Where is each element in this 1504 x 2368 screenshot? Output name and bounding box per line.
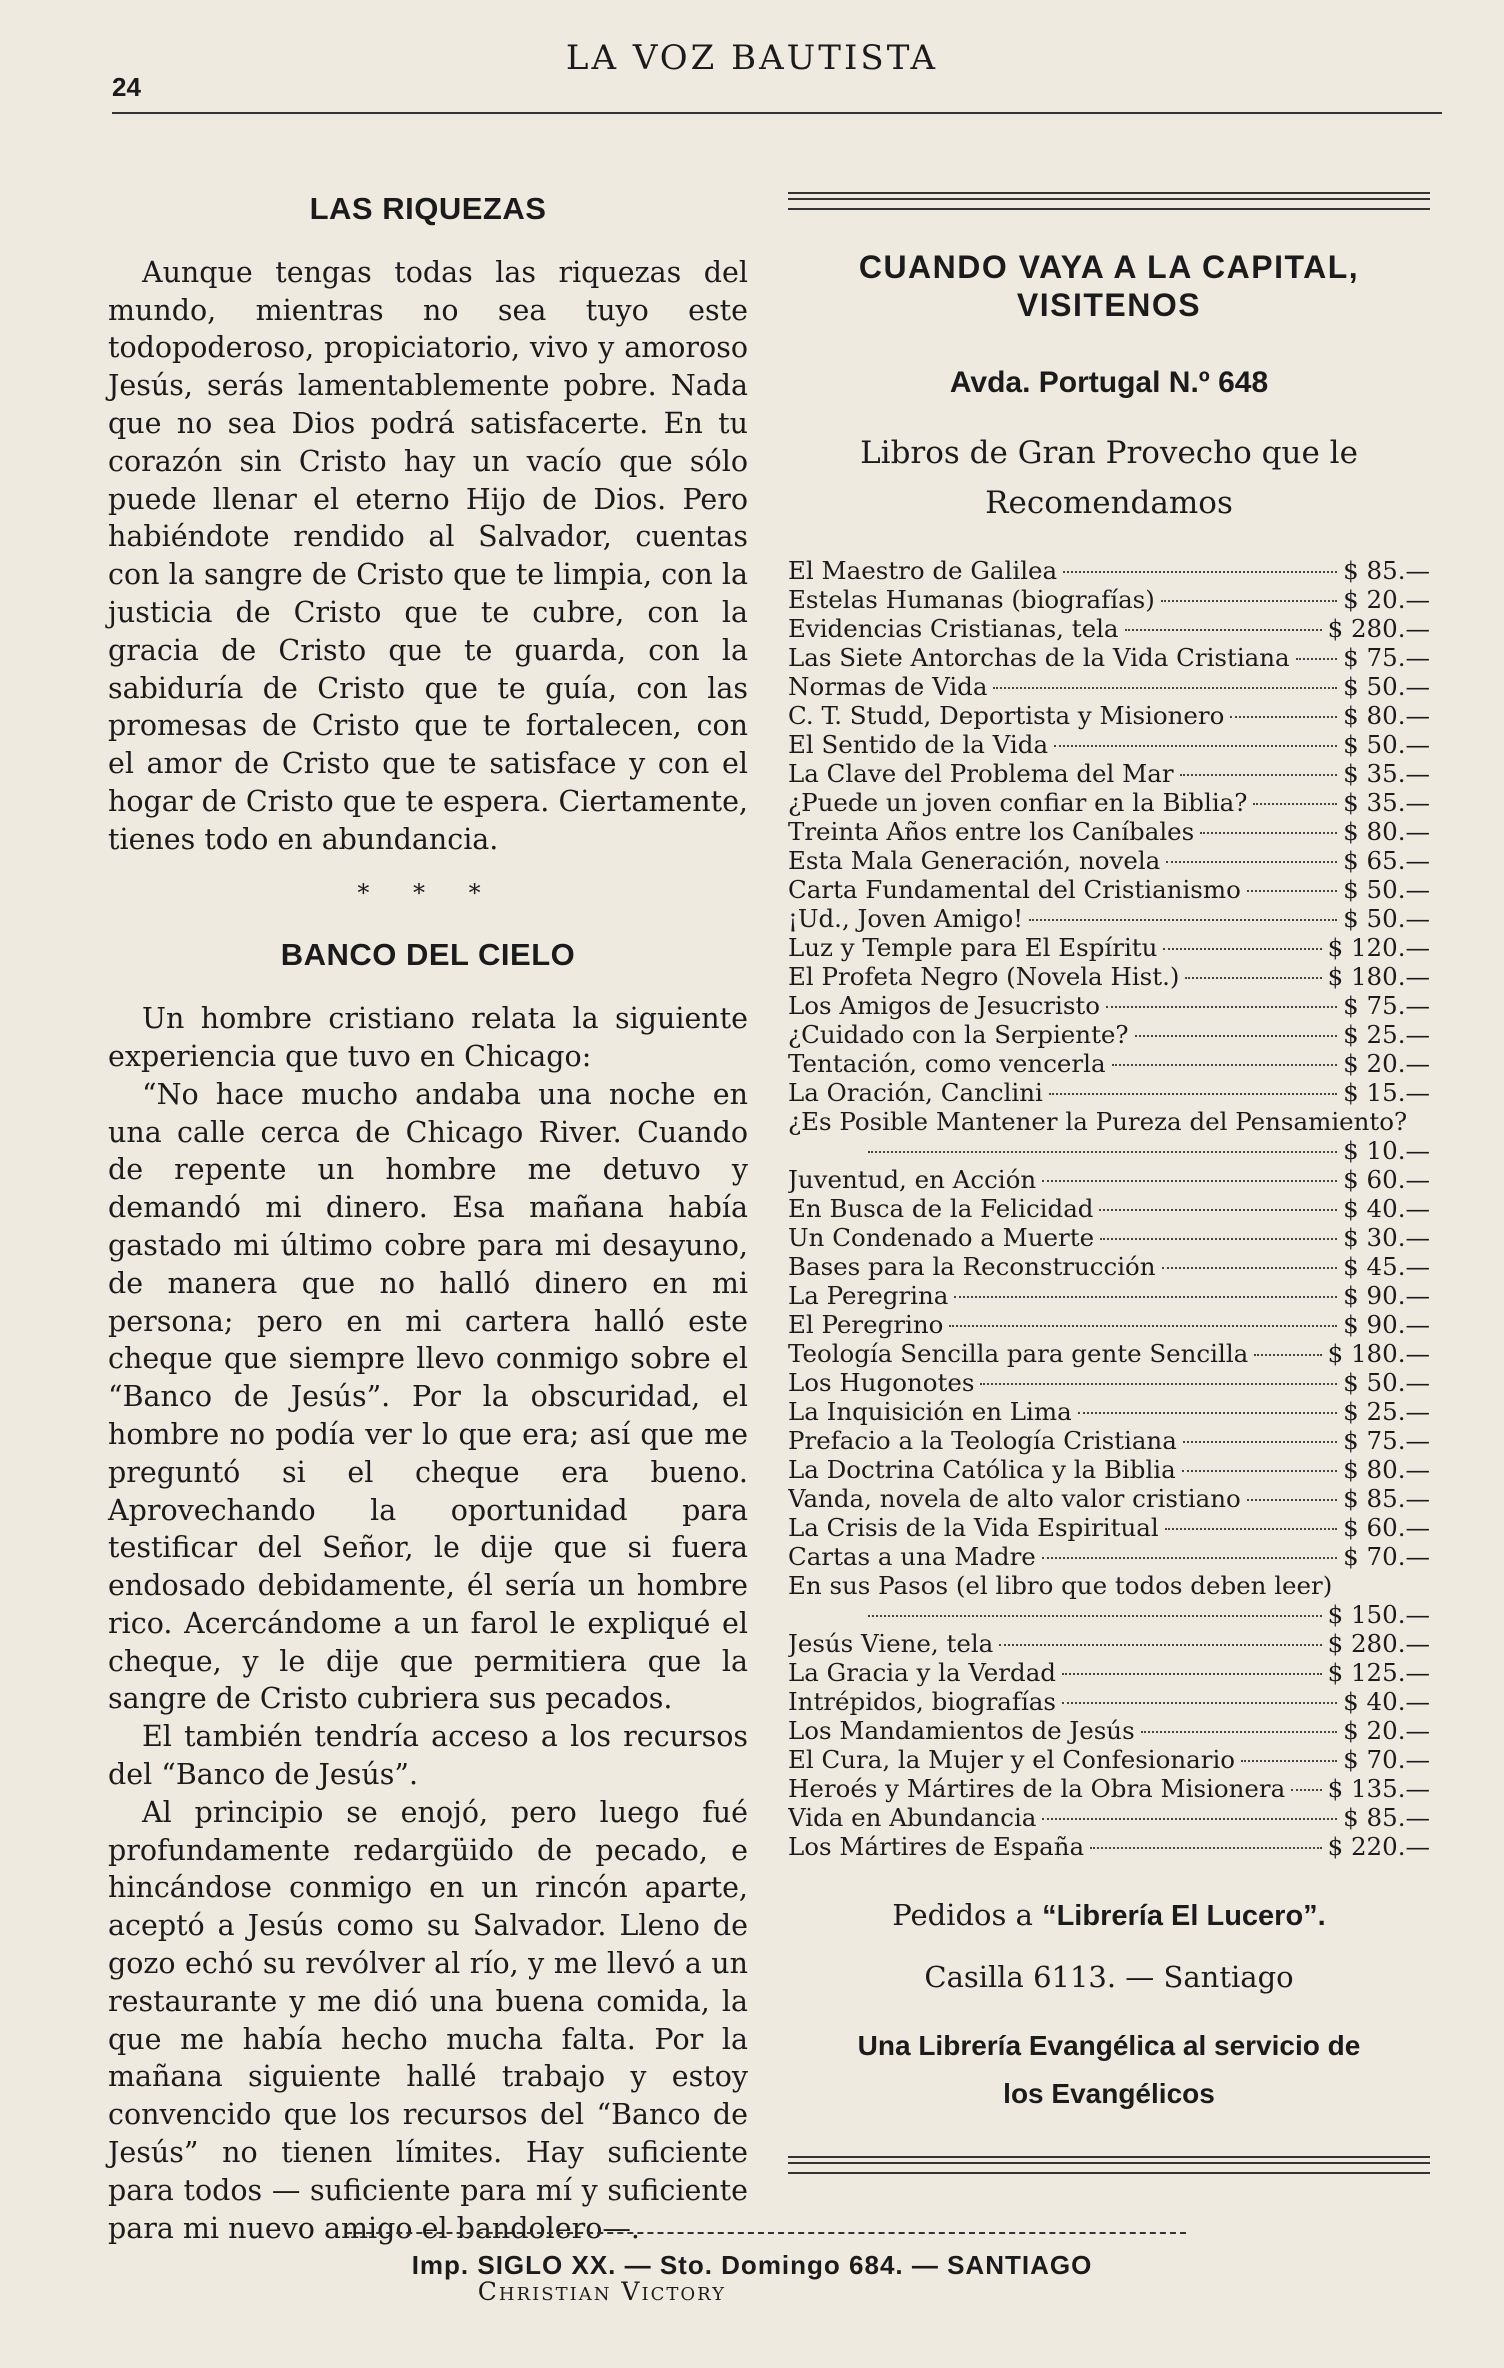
leader-dots (1100, 1238, 1337, 1240)
book-list-item (788, 1687, 1430, 1716)
book-list-item (788, 1629, 1430, 1658)
article-body-riquezas: Aunque tengas todas las riquezas del mundo, mientras no sea tuyo este todopoderoso, propiciatorio, vivo y amoroso Jesús, serás lamentablemente pobre. Nada que no sea Dios podrá satisfacerte. En tu corazón sin Cristo hay un vacío que sólo puede llenar el eterno Hijo de Dios. Pero habiéndote rendido al Salvador, cuentas con la sangre de Cristo que te limpia, con la justicia de Cristo que te cubre, con la gracia de Cristo que te guarda, con la sabiduría de Cristo que te guía, con las promesas de Cristo que te fortalecen, con el amor de Cristo que te satisface y con el hogar de Cristo que te espera. Ciertamente, tienes todo en abundancia. (108, 255, 748, 856)
book-price: $ 20.— (1343, 1716, 1430, 1745)
leader-dots (1241, 1760, 1337, 1762)
leader-dots (868, 1151, 1337, 1153)
left-column (108, 190, 748, 2311)
book-title: ¡Ud., Joven Amigo! (788, 904, 1024, 933)
book-title: Intrépidos, biografías (788, 1687, 1056, 1716)
book-title: Estelas Humanas (biografías) (788, 585, 1155, 614)
printer-imprint: Imp. SIGLO XX. — Sto. Domingo 684. — SANTIAGO (411, 2250, 1093, 2280)
article-paragraph: El también tendría acceso a los recursos del “Banco de Jesús”. (108, 1720, 748, 1792)
leader-dots (1183, 1441, 1337, 1443)
leader-dots (1106, 1006, 1337, 1008)
book-title: Tentación, como vencerla (788, 1049, 1106, 1078)
book-list-item (788, 817, 1430, 846)
book-title: El Profeta Negro (Novela Hist.) (788, 962, 1180, 991)
ad-subtitle-line2: Recomendamos (985, 485, 1233, 521)
footer-rule (346, 2232, 1186, 2234)
book-price: $ 180.— (1327, 962, 1430, 991)
book-price: $ 45.— (1343, 1252, 1430, 1281)
book-price: $ 125.— (1327, 1658, 1430, 1687)
book-list-item (788, 1426, 1430, 1455)
top-ornament-rule (788, 192, 1430, 210)
book-price: $ 25.— (1343, 1397, 1430, 1426)
book-title: ¿Cuidado con la Serpiente? (788, 1020, 1129, 1049)
book-price: $ 50.— (1343, 875, 1430, 904)
book-list-item (788, 1658, 1430, 1687)
book-list-item (788, 1745, 1430, 1774)
right-column-advertisement (788, 192, 1430, 2174)
book-list-item (788, 1078, 1430, 1107)
ad-address: Avda. Portugal N.º 648 (949, 366, 1269, 399)
book-title: Los Hugonotes (788, 1368, 975, 1397)
ad-subtitle (788, 428, 1430, 528)
book-list-item (788, 1542, 1430, 1571)
book-list-item (788, 556, 1430, 585)
leader-dots (1253, 803, 1337, 805)
book-price: $ 50.— (1343, 1368, 1430, 1397)
book-price: $ 220.— (1327, 1832, 1430, 1861)
book-list-item (788, 1513, 1430, 1542)
leader-dots (1078, 1412, 1337, 1414)
book-title: Heroés y Mártires de la Obra Misionera (788, 1774, 1286, 1803)
magazine-title: LA VOZ BAUTISTA (565, 38, 939, 78)
article-signature: Christian Victory (477, 2277, 726, 2307)
book-title: Juventud, en Acción (788, 1165, 1037, 1194)
book-title: Un Condenado a Muerte (788, 1223, 1095, 1252)
leader-dots (954, 1296, 1337, 1298)
book-list-item (788, 614, 1430, 643)
book-title: El Sentido de la Vida (788, 730, 1049, 759)
book-price: $ 150.— (1327, 1600, 1430, 1629)
book-title: Teología Sencilla para gente Sencilla (788, 1339, 1249, 1368)
book-list-item (788, 1252, 1430, 1281)
book-list-item (788, 1281, 1430, 1310)
leader-dots (1125, 629, 1322, 631)
book-list-item (788, 1194, 1430, 1223)
book-list-item (788, 1223, 1430, 1252)
book-title: Normas de Vida (788, 672, 988, 701)
book-list-item (788, 1571, 1430, 1629)
leader-dots (868, 1615, 1322, 1617)
leader-dots (1099, 1209, 1337, 1211)
leader-dots (1247, 890, 1337, 892)
book-list-item (788, 1339, 1430, 1368)
leader-dots (993, 687, 1337, 689)
book-list-item (788, 1020, 1430, 1049)
book-price: $ 40.— (1343, 1687, 1430, 1716)
book-price: $ 85.— (1343, 1484, 1430, 1513)
book-list-item (788, 846, 1430, 875)
book-price: $ 25.— (1343, 1020, 1430, 1049)
book-price: $ 60.— (1343, 1165, 1430, 1194)
orders-prefix: Pedidos a (892, 1898, 1033, 1932)
ad-tagline-line1: Una Librería Evangélica al servicio de (857, 2030, 1361, 2061)
leader-dots (1182, 1470, 1337, 1472)
book-title: Evidencias Cristianas, tela (788, 614, 1119, 643)
book-price: $ 75.— (1343, 643, 1430, 672)
book-title: La Peregrina (788, 1281, 949, 1310)
article-paragraph: Al principio se enojó, pero luego fué profundamente redargüido de pecado, e hincándose conmigo en un rincón aparte, aceptó a Jesús como su Salvador. Lleno de gozo echó su revólver al río, y me llevó a un restaurante y me dió una buena comida, la que me había hecho mucha falta. Por la mañana siguiente hallé trabajo y estoy convencido que los recursos del “Banco de Jesús” no tienen límites. Hay suficiente para todos — suficiente para mí y suficiente para mi nuevo amigo el bandolero—. (108, 1795, 748, 2245)
book-list-item (788, 672, 1430, 701)
leader-dots (1062, 1702, 1337, 1704)
article-paragraph: Un hombre cristiano relata la siguiente experiencia que tuvo en Chicago: (108, 1002, 748, 1073)
article-title-banco: BANCO DEL CIELO (280, 937, 576, 973)
book-list-item (788, 1832, 1430, 1861)
leader-dots (1180, 774, 1338, 776)
book-price: $ 60.— (1343, 1513, 1430, 1542)
book-price: $ 135.— (1327, 1774, 1430, 1803)
book-title: ¿Puede un joven confiar en la Biblia? (788, 788, 1248, 817)
orders-bookstore-name: “Librería El Lucero”. (1042, 1900, 1326, 1932)
book-title: En Busca de la Felicidad (788, 1194, 1094, 1223)
book-title: La Oración, Canclini (788, 1078, 1043, 1107)
book-title: ¿Es Posible Mantener la Pureza del Pensamiento? (788, 1107, 1408, 1136)
book-title: Las Siete Antorchas de la Vida Cristiana (788, 643, 1290, 672)
leader-dots (1029, 919, 1337, 921)
book-price: $ 85.— (1343, 1803, 1430, 1832)
ad-postal-box: Casilla 6113. — Santiago (924, 1960, 1294, 1994)
leader-dots (1166, 861, 1337, 863)
ad-orders (788, 1895, 1430, 1936)
book-list-item (788, 1049, 1430, 1078)
ad-subtitle-line1: Libros de Gran Provecho que le (860, 435, 1358, 471)
book-title: La Inquisición en Lima (788, 1397, 1072, 1426)
book-price: $ 20.— (1343, 1049, 1430, 1078)
book-price: $ 120.— (1327, 933, 1430, 962)
book-list-item (788, 962, 1430, 991)
header-rule (112, 112, 1442, 114)
book-list-item (788, 643, 1430, 672)
leader-dots (1090, 1847, 1321, 1849)
book-title: Treinta Años entre los Caníbales (788, 817, 1195, 846)
leader-dots (949, 1325, 1337, 1327)
ad-title: CUANDO VAYA A LA CAPITAL, VISITENOS (858, 249, 1360, 323)
book-title: El Maestro de Galilea (788, 556, 1058, 585)
section-separator: * * * (357, 878, 499, 907)
book-price: $ 40.— (1343, 1194, 1430, 1223)
leader-dots (980, 1383, 1337, 1385)
leader-dots (1254, 1354, 1321, 1356)
leader-dots (1185, 977, 1321, 979)
leader-dots (1063, 571, 1337, 573)
book-list-item (788, 1455, 1430, 1484)
leader-dots (1049, 1093, 1337, 1095)
book-price: $ 30.— (1343, 1223, 1430, 1252)
book-title: Vanda, novela de alto valor cristiano (788, 1484, 1241, 1513)
book-title: En sus Pasos (el libro que todos deben leer) (788, 1571, 1333, 1600)
leader-dots (1042, 1818, 1337, 1820)
book-price: $ 75.— (1343, 991, 1430, 1020)
book-price: $ 180.— (1327, 1339, 1430, 1368)
book-title: Bases para la Reconstrucción (788, 1252, 1156, 1281)
leader-dots (1247, 1499, 1337, 1501)
leader-dots (1296, 658, 1338, 660)
book-title: Los Mártires de España (788, 1832, 1085, 1861)
book-price: $ 280.— (1327, 1629, 1430, 1658)
book-list-item (788, 759, 1430, 788)
book-price: $ 70.— (1343, 1542, 1430, 1571)
ad-tagline-line2: los Evangélicos (1003, 2078, 1215, 2109)
ad-tagline (788, 2022, 1430, 2118)
book-title: La Gracia y la Verdad (788, 1658, 1056, 1687)
article-title-riquezas: LAS RIQUEZAS (309, 191, 547, 226)
book-price: $ 10.— (1343, 1136, 1430, 1165)
book-list-item (788, 730, 1430, 759)
book-list-item (788, 1716, 1430, 1745)
book-title: Prefacio a la Teología Cristiana (788, 1426, 1177, 1455)
book-price: $ 50.— (1343, 904, 1430, 933)
leader-dots (1230, 716, 1337, 718)
leader-dots (1135, 1035, 1338, 1037)
book-title: Carta Fundamental del Cristianismo (788, 875, 1241, 904)
leader-dots (1042, 1557, 1337, 1559)
book-title: Cartas a una Madre (788, 1542, 1036, 1571)
bottom-ornament-rule (788, 2156, 1430, 2174)
book-title: C. T. Studd, Deportista y Misionero (788, 701, 1225, 730)
book-price: $ 80.— (1343, 1455, 1430, 1484)
book-price: $ 90.— (1343, 1281, 1430, 1310)
book-list-item (788, 1774, 1430, 1803)
book-title: La Doctrina Católica y la Biblia (788, 1455, 1176, 1484)
leader-dots (1162, 1267, 1338, 1269)
book-list-item (788, 788, 1430, 817)
book-price: $ 50.— (1343, 672, 1430, 701)
leader-dots (999, 1644, 1321, 1646)
book-price: $ 80.— (1343, 817, 1430, 846)
book-list-item (788, 1803, 1430, 1832)
book-title: Los Mandamientos de Jesús (788, 1716, 1135, 1745)
book-title: Los Amigos de Jesucristo (788, 991, 1101, 1020)
leader-dots (1200, 832, 1337, 834)
book-price: $ 15.— (1343, 1078, 1430, 1107)
leader-dots (1163, 948, 1321, 950)
book-price: $ 280.— (1327, 614, 1430, 643)
leader-dots (1112, 1064, 1338, 1066)
book-price: $ 75.— (1343, 1426, 1430, 1455)
book-title: Jesús Viene, tela (788, 1629, 994, 1658)
book-title: Esta Mala Generación, novela (788, 846, 1161, 875)
leader-dots (1054, 745, 1337, 747)
book-list-item (788, 701, 1430, 730)
leader-dots (1042, 1180, 1337, 1182)
book-list-item (788, 875, 1430, 904)
leader-dots (1062, 1673, 1322, 1675)
book-list-item (788, 1107, 1430, 1165)
leader-dots (1161, 600, 1337, 602)
book-price-list (788, 556, 1430, 1861)
book-price: $ 35.— (1343, 788, 1430, 817)
book-list-item (788, 1165, 1430, 1194)
leader-dots (1141, 1731, 1337, 1733)
book-title: El Peregrino (788, 1310, 944, 1339)
book-price: $ 90.— (1343, 1310, 1430, 1339)
page-number: 24 (112, 72, 141, 102)
book-list-item (788, 585, 1430, 614)
book-price: $ 50.— (1343, 730, 1430, 759)
article-paragraph: “No hace mucho andaba una noche en una calle cerca de Chicago River. Cuando de repente un hombre me detuvo y demandó mi dinero. Esa mañana había gastado mi último cobre para mi desayuno, de manera que no halló dinero en mi persona; pero en mi cartera halló este cheque que siempre llevo conmigo sobre el “Banco de Jesús”. Por la obscuridad, el hombre no podía ver lo que era; así que me preguntó si el cheque era bueno. Aprovechando la oportunidad para testificar del Señor, le dije que si fuera endosado debidamente, él sería un hombre rico. Acercándome a un farol le expliqué el cheque, y le dije que permitiera que la sangre de Cristo cubriera sus pecados. (108, 1077, 748, 1716)
book-title: La Clave del Problema del Mar (788, 759, 1174, 788)
book-list-item (788, 904, 1430, 933)
book-list-item (788, 1484, 1430, 1513)
book-list-item (788, 1310, 1430, 1339)
book-list-item (788, 1397, 1430, 1426)
leader-dots (1165, 1528, 1337, 1530)
book-price: $ 80.— (1343, 701, 1430, 730)
book-price: $ 85.— (1343, 556, 1430, 585)
book-title: Vida en Abundancia (788, 1803, 1037, 1832)
book-title: Luz y Temple para El Espíritu (788, 933, 1158, 962)
book-price: $ 35.— (1343, 759, 1430, 788)
book-list-item (788, 933, 1430, 962)
book-list-item (788, 1368, 1430, 1397)
book-list-item (788, 991, 1430, 1020)
book-title: El Cura, la Mujer y el Confesionario (788, 1745, 1236, 1774)
book-price: $ 20.— (1343, 585, 1430, 614)
book-price: $ 65.— (1343, 846, 1430, 875)
leader-dots (1291, 1789, 1321, 1791)
book-title: La Crisis de la Vida Espiritual (788, 1513, 1159, 1542)
book-price: $ 70.— (1343, 1745, 1430, 1774)
